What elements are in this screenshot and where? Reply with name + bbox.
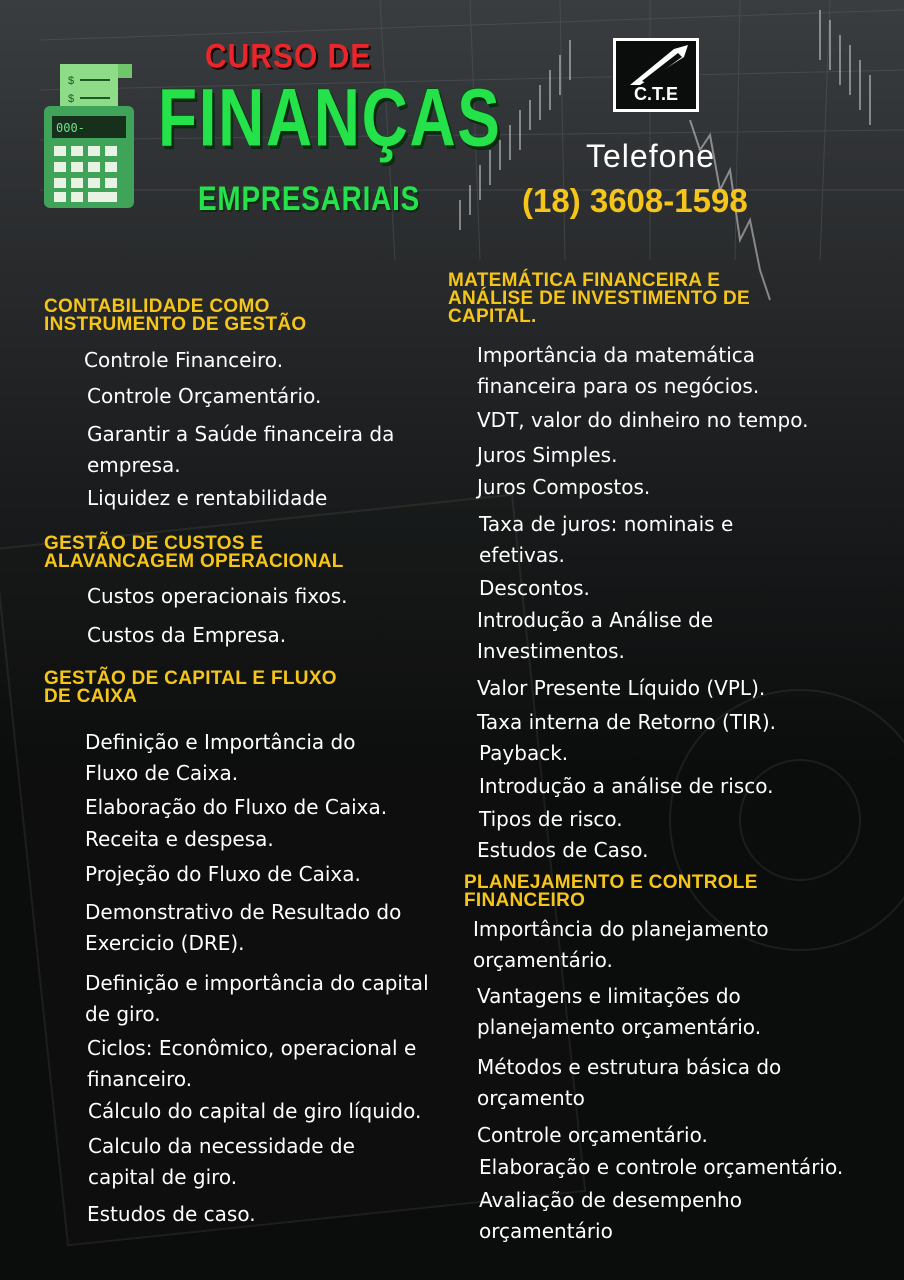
list-item: Descontos. [479, 576, 590, 600]
list-item: Ciclos: Econômico, operacional e financeiro. [87, 1036, 417, 1091]
list-item: Valor Presente Líquido (VPL). [477, 676, 766, 700]
list-item: Definição e importância do capital de giro. [85, 971, 429, 1026]
section-title-capital: GESTÃO DE CAPITAL E FLUXO DE CAIXA [44, 668, 337, 707]
cte-logo [613, 38, 699, 112]
calculator-icon [40, 60, 138, 212]
list-item: Introdução a análise de risco. [479, 774, 774, 798]
list-item: Taxa interna de Retorno (TIR). [477, 710, 777, 734]
list-item: Avaliação de desempenho orçamentário [479, 1188, 742, 1243]
phone-label: Telefone [586, 138, 715, 174]
svg-text:$: $ [68, 93, 75, 105]
list-item: Taxa de juros: nominais e efetivas. [479, 512, 734, 567]
list-item: Cálculo do capital de giro líquido. [88, 1099, 422, 1123]
section-title-planejamento: PLANEJAMENTO E CONTROLE FINANCEIRO [464, 872, 758, 911]
list-item: Tipos de risco. [479, 807, 623, 831]
section-title-matematica: MATEMÁTICA FINANCEIRA E ANÁLISE DE INVESTIMENTO DE CAPITAL. [448, 270, 750, 327]
list-item: Liquidez e rentabilidade [87, 486, 328, 510]
svg-text:000-: 000- [56, 121, 85, 135]
phone-number[interactable]: (18) 3608-1598 [522, 182, 748, 219]
list-item: Importância do planejamento orçamentário. [473, 917, 769, 972]
list-item: Garantir a Saúde financeira da empresa. [87, 422, 395, 477]
list-item: Projeção do Fluxo de Caixa. [85, 862, 361, 886]
list-item: Payback. [479, 741, 569, 765]
list-item: Custos operacionais fixos. [87, 584, 348, 608]
list-item: Métodos e estrutura básica do orçamento [477, 1055, 782, 1110]
list-item: Controle Orçamentário. [87, 384, 322, 408]
section-title-custos: GESTÃO DE CUSTOS E ALAVANCAGEM OPERACIONAL [44, 533, 344, 572]
list-item: Estudos de Caso. [477, 838, 649, 862]
list-item: Calculo da necessidade de capital de giro. [88, 1134, 355, 1189]
list-item: Receita e despesa. [85, 827, 274, 851]
list-item: Importância da matemática financeira para os negócios. [477, 343, 760, 398]
course-title-prefix: CURSO DE [205, 37, 372, 76]
section-title-contabilidade: CONTABILIDADE COMO INSTRUMENTO DE GESTÃO [44, 296, 307, 335]
course-title-main: FINANÇAS [158, 71, 502, 164]
list-item: Juros Simples. [477, 443, 618, 467]
list-item: Custos da Empresa. [87, 623, 287, 647]
list-item: Juros Compostos. [477, 475, 651, 499]
list-item: Controle Financeiro. [84, 348, 284, 372]
svg-text:$: $ [68, 75, 75, 87]
list-item: Controle orçamentário. [477, 1123, 708, 1147]
list-item: Introdução a Análise de Investimentos. [477, 608, 714, 663]
list-item: Elaboração e controle orçamentário. [479, 1155, 844, 1179]
list-item: Definição e Importância do Fluxo de Caixa. [85, 730, 356, 785]
list-item: Vantagens e limitações do planejamento orçamentário. [477, 984, 762, 1039]
logo-text: C.T.E [633, 84, 678, 104]
list-item: Demonstrativo de Resultado do Exercicio (DRE). [85, 900, 402, 955]
list-item: Estudos de caso. [87, 1202, 256, 1226]
pen-nib-icon [626, 43, 692, 87]
list-item: Elaboração do Fluxo de Caixa. [85, 795, 388, 819]
course-title-suffix: EMPRESARIAIS [198, 180, 421, 218]
list-item: VDT, valor do dinheiro no tempo. [477, 408, 809, 432]
